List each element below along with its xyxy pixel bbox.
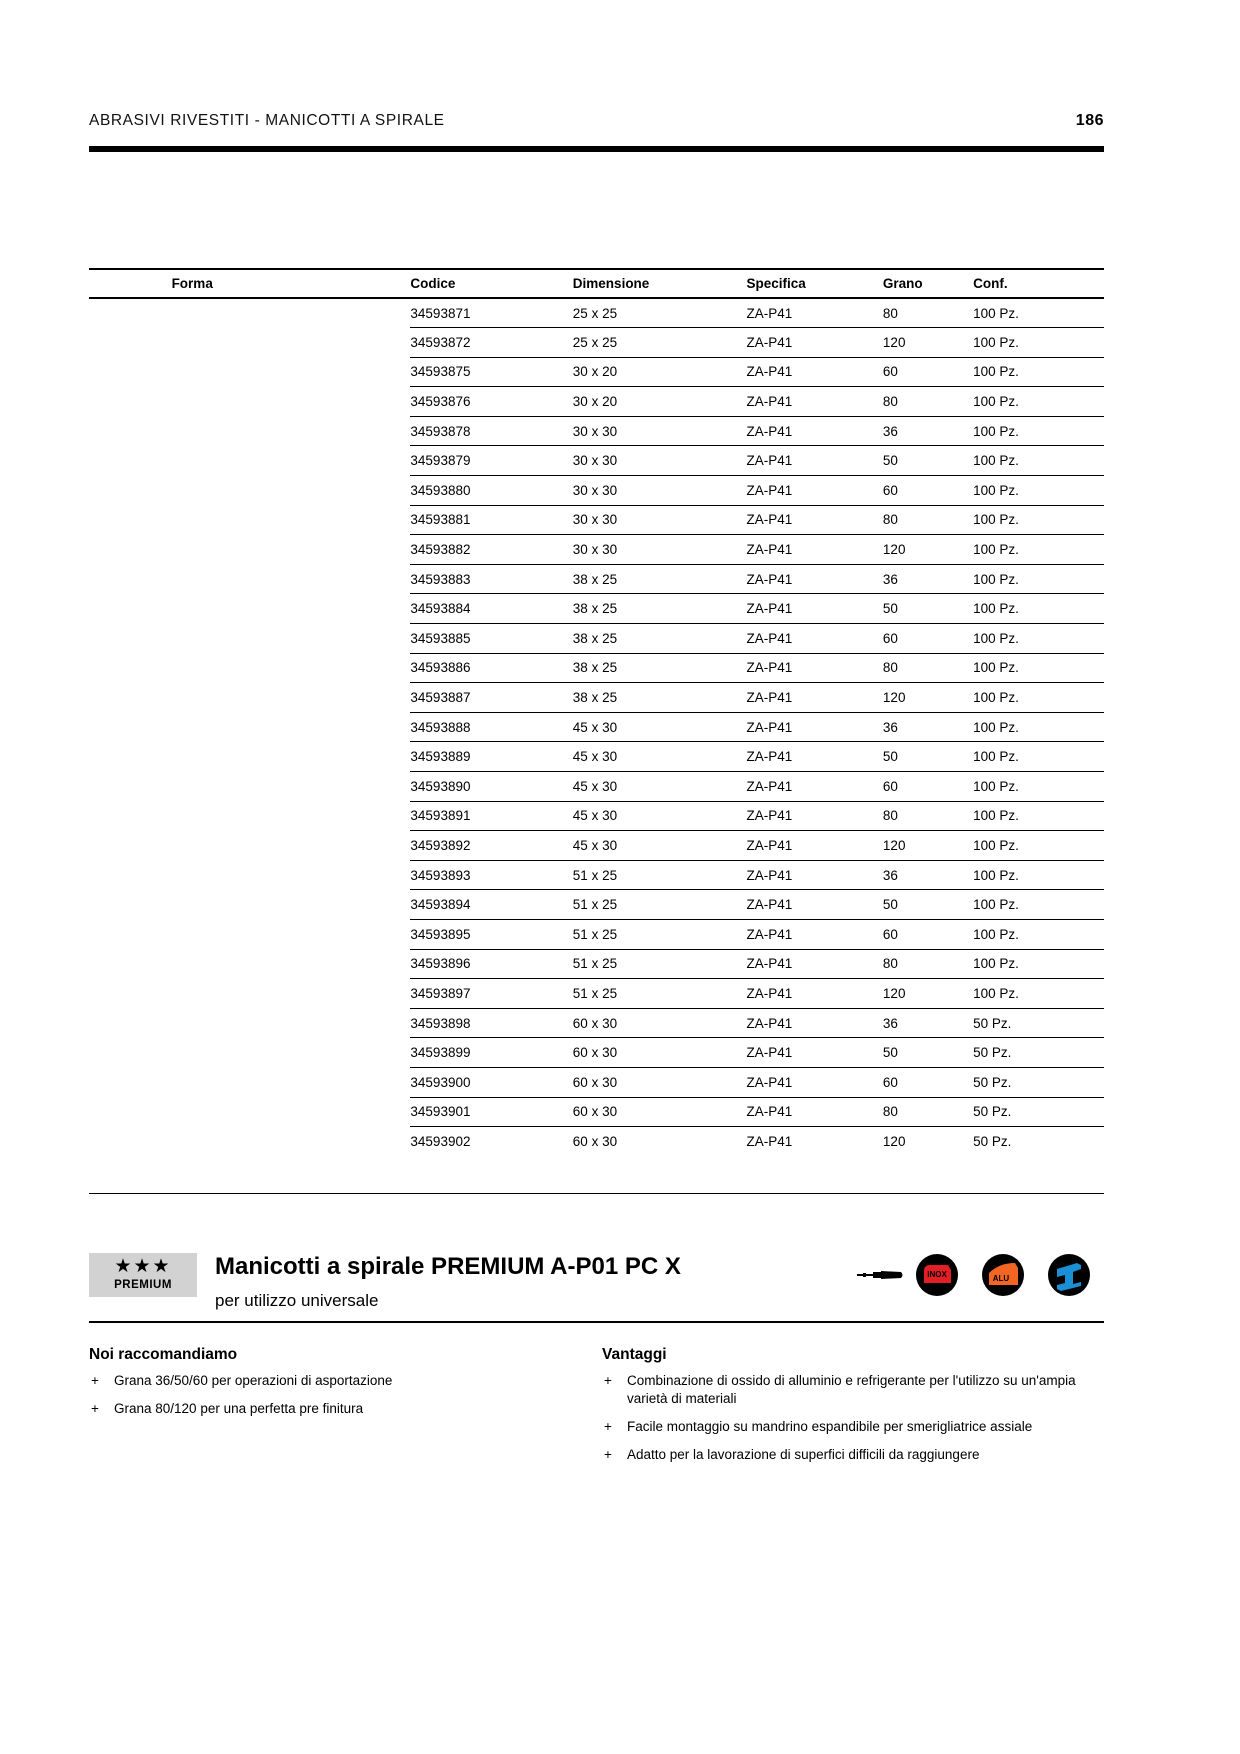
cell-dimensione: 51 x 25 bbox=[573, 949, 747, 979]
cell-dimensione: 30 x 30 bbox=[573, 505, 747, 535]
cell-forma bbox=[89, 683, 410, 713]
cell-forma bbox=[89, 387, 410, 417]
col-header-dimensione: Dimensione bbox=[573, 269, 747, 298]
cell-codice: 34593887 bbox=[410, 683, 572, 713]
cell-conf: 100 Pz. bbox=[973, 653, 1104, 683]
cell-conf: 50 Pz. bbox=[973, 1134, 1012, 1150]
cell-grano: 120 bbox=[883, 831, 973, 861]
cell-conf: 100 Pz. bbox=[973, 624, 1104, 654]
table-row bbox=[89, 416, 1104, 446]
cell-codice: 34593872 bbox=[410, 328, 572, 358]
cell-grano: 120 bbox=[883, 683, 973, 713]
cell-conf: 50 Pz. bbox=[973, 1097, 1104, 1127]
cell-conf: 50 Pz. bbox=[973, 1008, 1104, 1038]
cell-forma bbox=[89, 979, 410, 1009]
cell-grano: 120 bbox=[883, 979, 973, 1009]
cell-specifica: ZA-P41 bbox=[746, 949, 882, 979]
cell-forma bbox=[89, 742, 410, 772]
cell-grano: 60 bbox=[883, 357, 973, 387]
cell-dimensione: 45 x 30 bbox=[573, 801, 747, 831]
product-header-rule bbox=[89, 1321, 1104, 1323]
advantages-heading: Vantaggi bbox=[602, 1346, 667, 1363]
cell-codice: 34593899 bbox=[410, 1038, 572, 1068]
advantages-list bbox=[602, 1372, 1104, 1464]
cell-specifica: ZA-P41 bbox=[746, 1067, 882, 1097]
cell-forma bbox=[89, 328, 410, 358]
cell-codice: 34593883 bbox=[410, 564, 572, 594]
table-row bbox=[89, 535, 1104, 565]
cell-codice: 34593898 bbox=[410, 1008, 572, 1038]
cell-specifica: ZA-P41 bbox=[746, 416, 882, 446]
cell-grano: 80 bbox=[883, 949, 973, 979]
cell-forma bbox=[89, 298, 410, 328]
cell-specifica: ZA-P41 bbox=[746, 1134, 793, 1150]
cell-conf: 50 Pz. bbox=[973, 1038, 1104, 1068]
list-item bbox=[602, 1446, 1104, 1464]
table-header-row bbox=[89, 269, 1104, 298]
cell-conf: 100 Pz. bbox=[973, 446, 1104, 476]
cell-codice: 34593876 bbox=[410, 387, 572, 417]
cell-dimensione: 60 x 30 bbox=[573, 1097, 747, 1127]
cell-conf: 100 Pz. bbox=[973, 298, 1104, 328]
recommend-item: Grana 36/50/60 per operazioni di asportazione bbox=[114, 1373, 393, 1388]
cell-specifica: ZA-P41 bbox=[746, 1008, 882, 1038]
cell-dimensione: 51 x 25 bbox=[573, 919, 747, 949]
table-row bbox=[89, 1097, 1104, 1127]
alu-label: ALU bbox=[992, 1274, 1010, 1283]
cell-codice: 34593880 bbox=[410, 476, 572, 506]
table-row bbox=[89, 683, 1104, 713]
cell-grano: 50 bbox=[883, 890, 973, 920]
table-row bbox=[89, 387, 1104, 417]
cell-dimensione: 51 x 25 bbox=[573, 890, 747, 920]
cell-codice: 34593888 bbox=[410, 712, 572, 742]
inox-label: INOX bbox=[927, 1270, 947, 1279]
table-row bbox=[89, 860, 1104, 890]
col-header-specifica: Specifica bbox=[746, 269, 882, 298]
table-row bbox=[89, 1008, 1104, 1038]
product-subtitle: per utilizzo universale bbox=[215, 1291, 379, 1310]
table-row bbox=[89, 890, 1104, 920]
cell-grano: 120 bbox=[882, 1134, 906, 1150]
cell-specifica: ZA-P41 bbox=[746, 801, 882, 831]
table-row bbox=[89, 831, 1104, 861]
cell-grano: 60 bbox=[883, 772, 973, 802]
cell-grano: 60 bbox=[883, 624, 973, 654]
cell-specifica: ZA-P41 bbox=[746, 594, 882, 624]
cell-dimensione: 30 x 30 bbox=[573, 535, 747, 565]
cell-grano: 120 bbox=[883, 328, 973, 358]
table-row bbox=[89, 772, 1104, 802]
cell-dimensione: 38 x 25 bbox=[573, 653, 747, 683]
advantages-section bbox=[602, 1346, 1104, 1474]
cell-grano: 60 bbox=[883, 919, 973, 949]
cell-codice: 34593900 bbox=[410, 1067, 572, 1097]
bullet: + bbox=[604, 1419, 612, 1434]
cell-specifica: ZA-P41 bbox=[746, 624, 882, 654]
cell-dimensione: 60 x 30 bbox=[573, 1038, 747, 1068]
cell-conf: 100 Pz. bbox=[973, 979, 1104, 1009]
cell-dimensione: 30 x 30 bbox=[573, 446, 747, 476]
cell-conf: 100 Pz. bbox=[973, 772, 1104, 802]
cell-grano: 80 bbox=[883, 387, 973, 417]
bullet: + bbox=[91, 1401, 99, 1416]
cell-dimensione: 30 x 30 bbox=[573, 416, 747, 446]
cell-conf: 100 Pz. bbox=[973, 476, 1104, 506]
product-header bbox=[89, 1253, 1104, 1323]
cell-conf: 100 Pz. bbox=[973, 328, 1104, 358]
cell-forma bbox=[89, 357, 410, 387]
table-row bbox=[89, 1038, 1104, 1068]
table-row bbox=[89, 505, 1104, 535]
cell-specifica: ZA-P41 bbox=[746, 564, 882, 594]
recommend-heading: Noi raccomandiamo bbox=[89, 1346, 238, 1363]
cell-grano: 60 bbox=[883, 1067, 973, 1097]
cell-specifica: ZA-P41 bbox=[746, 357, 882, 387]
cell-dimensione: 51 x 25 bbox=[573, 860, 747, 890]
cell-conf: 100 Pz. bbox=[973, 357, 1104, 387]
cell-codice: 34593878 bbox=[410, 416, 572, 446]
cell-codice: 34593902 bbox=[410, 1134, 471, 1150]
table-row bbox=[89, 979, 1104, 1009]
cell-forma bbox=[89, 1097, 410, 1127]
table-row bbox=[89, 712, 1104, 742]
list-item bbox=[89, 1400, 559, 1418]
cell-conf: 100 Pz. bbox=[973, 801, 1104, 831]
cell-conf: 100 Pz. bbox=[973, 594, 1104, 624]
cell-codice: 34593892 bbox=[410, 831, 572, 861]
cell-grano: 36 bbox=[883, 712, 973, 742]
cell-conf: 100 Pz. bbox=[973, 742, 1104, 772]
cell-forma bbox=[89, 1038, 410, 1068]
cell-specifica: ZA-P41 bbox=[746, 979, 882, 1009]
cell-dimensione: 30 x 20 bbox=[573, 357, 747, 387]
table-row bbox=[89, 357, 1104, 387]
cell-codice: 34593890 bbox=[410, 772, 572, 802]
cell-conf: 100 Pz. bbox=[973, 387, 1104, 417]
cell-grano: 50 bbox=[883, 742, 973, 772]
cell-grano: 80 bbox=[883, 801, 973, 831]
cell-forma bbox=[89, 949, 410, 979]
list-item bbox=[89, 1372, 559, 1390]
cell-specifica: ZA-P41 bbox=[746, 860, 882, 890]
cell-codice: 34593896 bbox=[410, 949, 572, 979]
cell-forma bbox=[89, 1008, 410, 1038]
col-header-grano: Grano bbox=[883, 269, 973, 298]
cell-conf: 100 Pz. bbox=[973, 505, 1104, 535]
cell-codice: 34593884 bbox=[410, 594, 572, 624]
cell-codice: 34593891 bbox=[410, 801, 572, 831]
cell-forma bbox=[89, 1127, 410, 1157]
cell-dimensione: 30 x 20 bbox=[573, 387, 747, 417]
cell-codice: 34593895 bbox=[410, 919, 572, 949]
cell-specifica: ZA-P41 bbox=[746, 683, 882, 713]
cell-grano: 36 bbox=[883, 860, 973, 890]
cell-dimensione: 38 x 25 bbox=[573, 624, 747, 654]
cell-dimensione: 38 x 25 bbox=[573, 683, 747, 713]
cell-codice: 34593893 bbox=[410, 860, 572, 890]
cell-forma bbox=[89, 416, 410, 446]
cell-conf: 100 Pz. bbox=[973, 831, 1104, 861]
cell-grano: 50 bbox=[883, 446, 973, 476]
cell-specifica: ZA-P41 bbox=[746, 831, 882, 861]
cell-codice: 34593897 bbox=[410, 979, 572, 1009]
table-row bbox=[89, 476, 1104, 506]
bullet: + bbox=[91, 1373, 99, 1388]
cell-conf: 100 Pz. bbox=[973, 416, 1104, 446]
cell-codice: 34593875 bbox=[410, 357, 572, 387]
cell-grano: 80 bbox=[883, 298, 973, 328]
advantage-item: Adatto per la lavorazione di superfici difficili da raggiungere bbox=[627, 1447, 980, 1462]
cell-dimensione: 45 x 30 bbox=[573, 742, 747, 772]
product-title: Manicotti a spirale PREMIUM A-P01 PC X bbox=[215, 1253, 681, 1280]
cell-codice: 34593901 bbox=[410, 1097, 572, 1127]
table-row bbox=[89, 1127, 1104, 1157]
cell-specifica: ZA-P41 bbox=[746, 772, 882, 802]
cell-grano: 50 bbox=[883, 1038, 973, 1068]
table-row bbox=[89, 801, 1104, 831]
cell-forma bbox=[89, 712, 410, 742]
running-header bbox=[89, 112, 1104, 136]
cell-specifica: ZA-P41 bbox=[746, 1097, 882, 1127]
cell-grano: 50 bbox=[883, 594, 973, 624]
cell-dimensione: 45 x 30 bbox=[573, 772, 747, 802]
cell-conf: 100 Pz. bbox=[973, 564, 1104, 594]
cell-dimensione: 25 x 25 bbox=[573, 298, 747, 328]
product-table bbox=[89, 268, 1104, 1156]
cell-forma bbox=[89, 772, 410, 802]
cell-forma bbox=[89, 505, 410, 535]
cell-dimensione: 45 x 30 bbox=[573, 831, 747, 861]
cell-dimensione: 38 x 25 bbox=[573, 564, 747, 594]
cell-grano: 80 bbox=[883, 505, 973, 535]
section-title: ABRASIVI RIVESTITI - MANICOTTI A SPIRALE bbox=[89, 112, 445, 129]
cell-dimensione: 60 x 30 bbox=[572, 1134, 618, 1150]
cell-specifica: ZA-P41 bbox=[746, 535, 882, 565]
table-body bbox=[89, 298, 1104, 1156]
cell-dimensione: 30 x 30 bbox=[573, 476, 747, 506]
alu-icon bbox=[981, 1253, 1025, 1297]
cell-codice: 34593889 bbox=[410, 742, 572, 772]
bullet: + bbox=[604, 1447, 612, 1462]
list-item bbox=[602, 1418, 1104, 1436]
cell-specifica: ZA-P41 bbox=[746, 1038, 882, 1068]
list-item bbox=[602, 1372, 1104, 1408]
cell-dimensione: 60 x 30 bbox=[573, 1008, 747, 1038]
cell-specifica: ZA-P41 bbox=[746, 505, 882, 535]
cell-dimensione: 38 x 25 bbox=[573, 594, 747, 624]
table-row bbox=[89, 446, 1104, 476]
badge-stars: ★★★ bbox=[114, 1256, 172, 1277]
cell-grano: 36 bbox=[883, 564, 973, 594]
cell-dimensione: 25 x 25 bbox=[573, 328, 747, 358]
cell-dimensione: 45 x 30 bbox=[573, 712, 747, 742]
cell-grano: 80 bbox=[883, 653, 973, 683]
cell-forma bbox=[89, 476, 410, 506]
cell-specifica: ZA-P41 bbox=[746, 476, 882, 506]
cell-forma bbox=[89, 1067, 410, 1097]
cell-specifica: ZA-P41 bbox=[746, 298, 882, 328]
cell-specifica: ZA-P41 bbox=[746, 919, 882, 949]
cell-grano: 60 bbox=[883, 476, 973, 506]
cell-forma bbox=[89, 535, 410, 565]
cell-conf: 100 Pz. bbox=[973, 919, 1104, 949]
cell-specifica: ZA-P41 bbox=[746, 653, 882, 683]
cell-conf: 100 Pz. bbox=[973, 683, 1104, 713]
badge-label: PREMIUM bbox=[114, 1279, 172, 1291]
table-row bbox=[89, 594, 1104, 624]
bullet: + bbox=[604, 1373, 612, 1388]
advantage-item: Combinazione di ossido di alluminio e refrigerante per l'utilizzo su un'ampia varietà di materiali bbox=[627, 1373, 1076, 1406]
cell-codice: 34593879 bbox=[410, 446, 572, 476]
col-header-forma: Forma bbox=[89, 269, 410, 298]
cell-conf: 100 Pz. bbox=[973, 860, 1104, 890]
table-row bbox=[89, 564, 1104, 594]
cell-conf: 100 Pz. bbox=[973, 949, 1104, 979]
cell-grano: 80 bbox=[883, 1097, 973, 1127]
table-bottom-rule bbox=[89, 1193, 1104, 1194]
table-row bbox=[89, 949, 1104, 979]
cell-codice: 34593894 bbox=[410, 890, 572, 920]
inox-icon bbox=[915, 1253, 959, 1297]
cell-codice: 34593881 bbox=[410, 505, 572, 535]
cell-forma bbox=[89, 919, 410, 949]
cell-specifica: ZA-P41 bbox=[746, 328, 882, 358]
steel-icon bbox=[1047, 1253, 1091, 1297]
table-row bbox=[89, 1067, 1104, 1097]
cell-codice: 34593885 bbox=[410, 624, 572, 654]
cell-specifica: ZA-P41 bbox=[746, 387, 882, 417]
cell-grano: 36 bbox=[883, 1008, 973, 1038]
cell-forma bbox=[89, 564, 410, 594]
advantage-item: Facile montaggio su mandrino espandibile per smerigliatrice assiale bbox=[627, 1419, 1033, 1434]
table-row bbox=[89, 328, 1104, 358]
straight-grinder-icon bbox=[857, 1269, 905, 1281]
cell-conf: 100 Pz. bbox=[973, 890, 1104, 920]
table-row bbox=[89, 919, 1104, 949]
recommend-section bbox=[89, 1346, 559, 1428]
cell-specifica: ZA-P41 bbox=[746, 742, 882, 772]
cell-grano: 120 bbox=[883, 535, 973, 565]
cell-conf: 50 Pz. bbox=[973, 1067, 1104, 1097]
col-header-conf: Conf. bbox=[973, 269, 1104, 298]
cell-codice: 34593871 bbox=[410, 298, 572, 328]
cell-codice: 34593886 bbox=[410, 653, 572, 683]
cell-forma bbox=[89, 446, 410, 476]
cell-forma bbox=[89, 624, 410, 654]
cell-dimensione: 51 x 25 bbox=[573, 979, 747, 1009]
cell-forma bbox=[89, 890, 410, 920]
col-header-codice: Codice bbox=[410, 269, 572, 298]
recommend-item: Grana 80/120 per una perfetta pre finitura bbox=[114, 1401, 364, 1416]
cell-codice: 34593882 bbox=[410, 535, 572, 565]
premium-badge bbox=[89, 1253, 197, 1297]
table-row bbox=[89, 624, 1104, 654]
cell-forma bbox=[89, 653, 410, 683]
cell-conf: 100 Pz. bbox=[973, 712, 1104, 742]
cell-dimensione: 60 x 30 bbox=[573, 1067, 747, 1097]
recommend-list bbox=[89, 1372, 559, 1418]
header-rule bbox=[89, 146, 1104, 152]
table-row bbox=[89, 653, 1104, 683]
cell-specifica: ZA-P41 bbox=[746, 712, 882, 742]
cell-grano: 36 bbox=[883, 416, 973, 446]
cell-forma bbox=[89, 831, 410, 861]
table-row bbox=[89, 742, 1104, 772]
cell-forma bbox=[89, 594, 410, 624]
cell-conf: 100 Pz. bbox=[973, 535, 1104, 565]
cell-forma bbox=[89, 801, 410, 831]
page-number: 186 bbox=[1075, 112, 1104, 129]
table-row bbox=[89, 298, 1104, 328]
cell-specifica: ZA-P41 bbox=[746, 890, 882, 920]
cell-forma bbox=[89, 860, 410, 890]
cell-specifica: ZA-P41 bbox=[746, 446, 882, 476]
